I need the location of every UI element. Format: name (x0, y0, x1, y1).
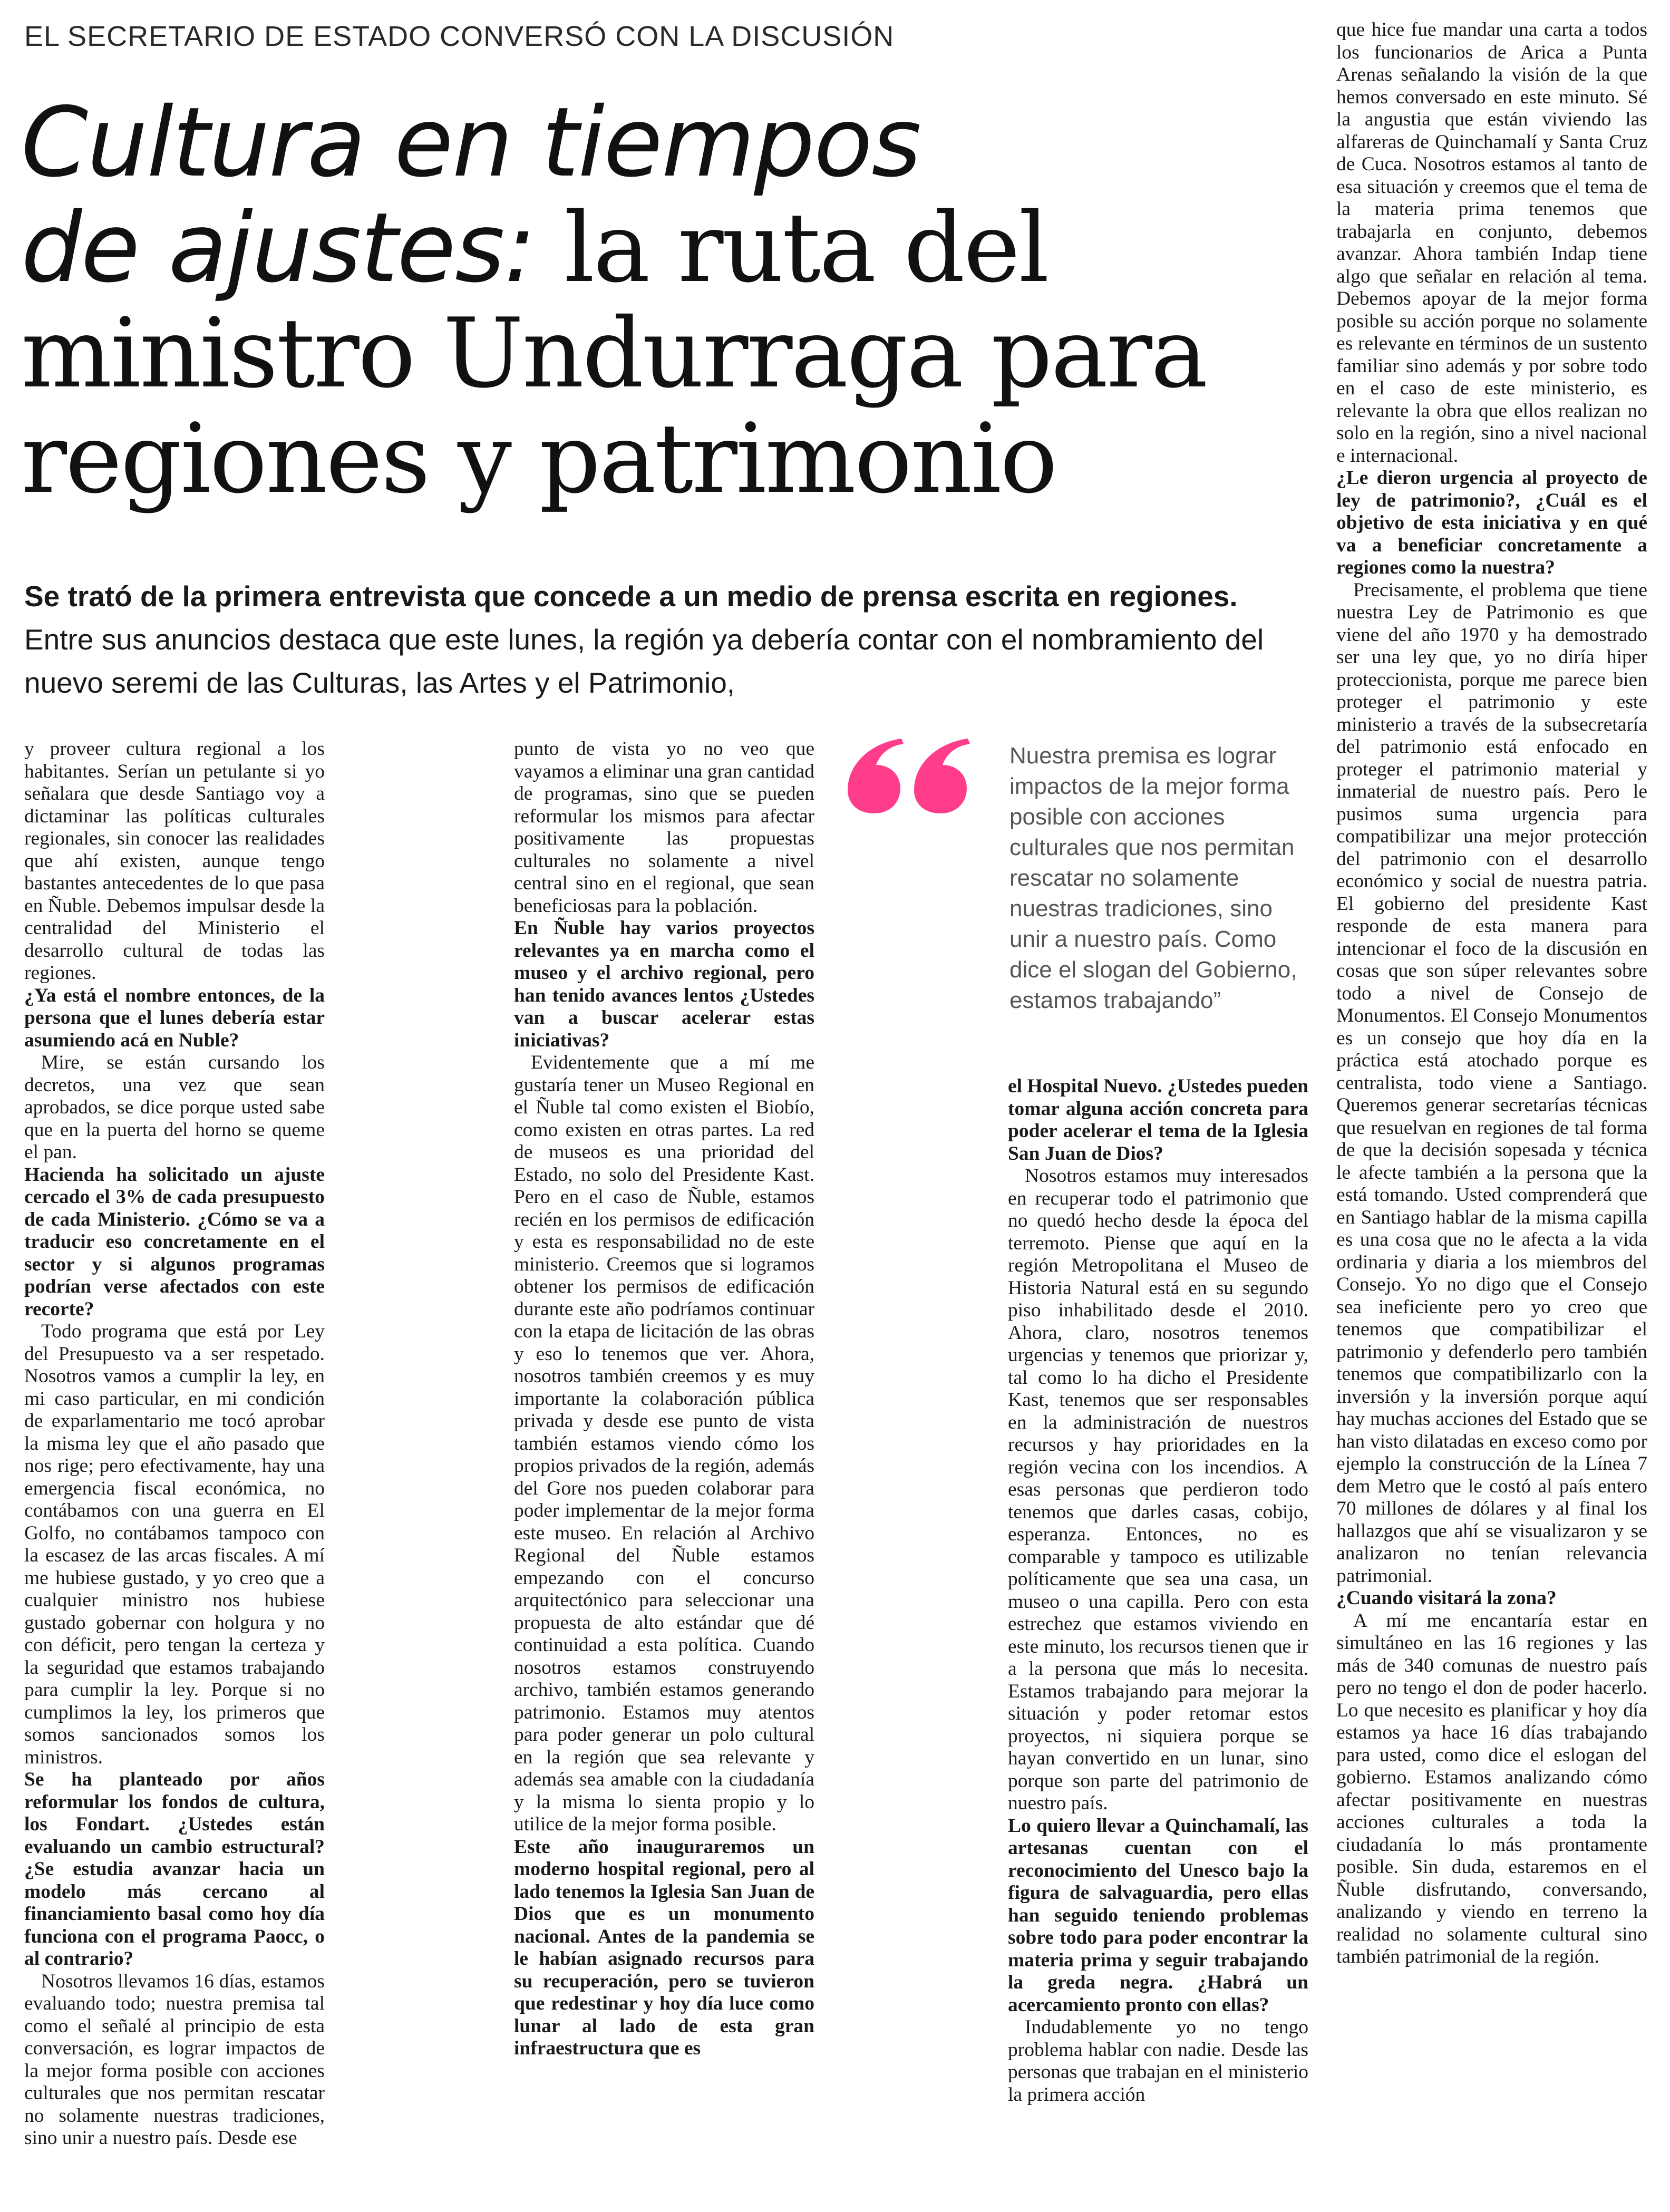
headline-line-2 (21, 192, 1307, 304)
interview-answer: Indudablemente yo no tengo problema hablar con nadie. Desde las personas que trabajan en el ministerio la primera acción (1008, 2016, 1308, 2106)
headline-line-3: ministro Undurraga para (21, 297, 1207, 409)
interview-question: el Hospital Nuevo. ¿Ustedes pueden tomar alguna acción concreta para poder acelerar el tema de la Iglesia San Juan de Dios? (1008, 1075, 1308, 1165)
interview-answer: que hice fue mandar una carta a todos los funcionarios de Arica a Punta Arenas señalando la visión de la que hemos conversado en este minuto. Sé la angustia que están viviendo las alfareras de Quinchamalí y Santa Cruz de Cuca. Nosotros estamos al tanto de esa situación y creemos que el tema de la materia prima tenemos que trabajarla en conjunto, debemos avanzar. Ahora también Indap tiene algo que señalar en relación al tema. Debemos apoyar de la mejor forma posible su acción porque no solamente es relevante en términos de un sustento familiar sino además y por sobre todo en el caso de este ministerio, es relevante la obra que ellos realizan no solo en la región, sino a nivel nacional e internacional. (1336, 19, 1647, 467)
article-column-2 (514, 738, 814, 2182)
quote-mark-icon (843, 735, 975, 814)
interview-question: ¿Ya está el nombre entonces, de la persona que el lunes debería estar asumiendo acá en Nuble? (24, 984, 325, 1051)
article-column-4 (1336, 19, 1647, 2186)
headline-italic-part-1: Cultura en tiempos (21, 86, 920, 198)
interview-question: Se ha planteado por años reformular los fondos de cultura, los Fondart. ¿Ustedes están evaluando un cambio estructural? ¿Se estudia avanzar hacia un modelo más cercano al financiamiento basal como hoy día funciona con el programa Paocc, o al contrario? (24, 1769, 325, 1970)
pull-quote (843, 735, 1307, 1031)
interview-answer: punto de vista yo no veo que vayamos a eliminar una gran cantidad de programas, sino que se pueden reformular los mismos para afectar positivamente las propuestas culturales no solamente a nivel central sino en el regional, que sean beneficiosas para la población. (514, 738, 814, 917)
article-column-1 (24, 738, 325, 2182)
headline-line-2-rest: la ruta del (535, 192, 1048, 304)
interview-question: Este año inauguraremos un moderno hospital regional, pero al lado tenemos la Iglesia San Juan de Dios que es un monumento nacional. Antes de la pandemia se le habían asignado recursos para su recuperación, pero se tuvieron que redestinar y hoy día luce como lunar al lado de esta gran infraestructura que es (514, 1836, 814, 2059)
headline-line-1 (21, 86, 1307, 198)
kicker: EL SECRETARIO DE ESTADO CONVERSÓ CON LA DISCUSIÓN (24, 21, 895, 52)
interview-question: ¿Cuando visitará la zona? (1336, 1587, 1557, 1609)
interview-answer: Mire, se están cursando los decretos, una vez que sean aprobados, se dice porque usted sabe que en la puerta del horno se queme el pan. (24, 1052, 325, 1163)
interview-answer: Todo programa que está por Ley del Presupuesto va a ser respetado. Nosotros vamos a cumplir la ley, en mi caso particular, en mi condición de exparlamentario me tocó aprobar la misma ley que el año pasado que nos rige; pero efectivamente, hay una emergencia fiscal económica, no contábamos con una guerra en El Golfo, no contábamos tampoco con la escasez de las arcas fiscales. A mí me hubiese gustado, y yo creo que a cualquier ministro nos hubiese gustado gobernar con holgura y no con déficit, pero tengan la certeza y la seguridad que estamos trabajando para cumplir la ley. Porque si no cumplimos la ley, los primeros que somos sancionados somos los ministros. (24, 1321, 325, 1768)
interview-question: Hacienda ha solicitado un ajuste cercado el 3% de cada presupuesto de cada Ministerio. ¿Cómo se va a traducir eso concretamente en el sector y si algunos programas podrían verse afectados con este recorte? (24, 1163, 325, 1320)
article-column-3 (1008, 1075, 1308, 2182)
dek-rest: Entre sus anuncios destaca que este lunes, la región ya debería contar con el nombramiento del nuevo seremi de las Culturas, las Artes y el Patrimonio, (24, 623, 1264, 699)
interview-answer: Precisamente, el problema que tiene nuestra Ley de Patrimonio es que viene del año 1970 y ha demostrado ser una ley que, yo no diría hiper proteccionista, porque me parece bien proteger el patrimonio y este ministerio a través de la subsecretaría del patrimonio está enfocado en proteger el patrimonio material y inmaterial de nuestro país. Pero le pusimos suma urgencia para compatibilizar una mejor protección del patrimonio con el desarrollo económico y social de nuestra patria. El gobierno del presidente Kast responde de esta manera para intencionar el foco de la discusión en cosas que son súper relevantes sobre todo a nivel de Consejo de Monumentos. El Consejo Monumentos es un consejo que hoy día en la práctica está atochado porque es centralista, todo viene a Santiago. Queremos generar secretarías técnicas que resuelvan en regiones de tal forma de que la decisión sopesada y técnica le afecte también a la persona que la está tomando. Usted comprenderá que en Santiago hablar de la misma capilla es una cosa que no le afecta a la vida ordinaria y diaria a los miembros del Consejo. Yo no digo que el Consejo sea ineficiente pero yo creo que tenemos que compatibilizar el patrimonio y defenderlo pero también tenemos que compatibilizarlo con la inversión y la inversión porque aquí hay muchas acciones del Estado que se han visto dilatadas en exceso como por ejemplo la construcción de la Línea 7 dem Metro que le costó al país entero 70 millones de dólares y al final los hallazgos que ahí se visualizaron y se analizaron no tenían relevancia patrimonial. (1336, 579, 1647, 1587)
interview-answer: Nosotros llevamos 16 días, estamos evaluando todo; nuestra premisa tal como el señalé al principio de esta conversación, es lograr impactos de la mejor forma posible con acciones culturales que nos permitan rescatar no solamente nuestras tradiciones, sino unir a nuestro país. Desde ese (24, 1970, 325, 2149)
dek-lead: Se trató de la primera entrevista que concede a un medio de prensa escrita en regiones. (24, 580, 1238, 613)
headline (21, 86, 1307, 515)
interview-question: ¿Le dieron urgencia al proyecto de ley de patrimonio?, ¿Cuál es el objetivo de esta iniciativa y en qué va a beneficiar concretamente a regiones como la nuestra? (1336, 467, 1647, 578)
dek (24, 575, 1310, 704)
quote-mark-left (848, 739, 904, 813)
interview-answer: Nosotros estamos muy interesados en recuperar todo el patrimonio que no quedó hecho desde la época del terremoto. Piense que aquí en la región Metropolitana el Museo de Historia Natural está en su segundo piso inhabilitado desde el 2010. Ahora, claro, nosotros tenemos urgencias y tenemos que priorizar y, tal como lo ha dicho el Presidente Kast, tenemos que ser responsables en la administración de nuestros recursos y hay prioridades en la región vecina con los incendios. A esas personas que perdieron todo tenemos que darles casas, cobijo, esperanza. Entonces, no es comparable y tampoco es utilizable políticamente que sea una casa, un museo o una capilla. Pero con esta estrechez que estamos viviendo en este minuto, los recursos tienen que ir a la persona que más lo necesita. Estamos trabajando para mejorar la situación y poder retomar estos proyectos, ni siquiera porque se hayan convertido en un lunar, sino porque son parte del patrimonio de nuestro país. (1008, 1165, 1308, 1814)
interview-answer: A mí me encantaría estar en simultáneo en las 16 regiones y las más de 340 comunas de nuestro país pero no tengo el don de poder hacerlo. Lo que necesito es planificar y hoy día estamos ya hace 16 días trabajando para usted, como dice el eslogan del gobierno. Estamos analizando cómo afectar positivamente en nuestras acciones culturales a toda la ciudadanía lo más prontamente posible. Sin duda, estaremos en el Ñuble disfrutando, conversando, analizando y viendo en terreno la realidad no solamente cultural sino también patrimonial de la región. (1336, 1609, 1647, 1967)
interview-answer: y proveer cultura regional a los habitantes. Serían un petulante si yo señalara que desde Santiago voy a dictaminar las políticas culturales regionales, sin conocer las realidades que ahí existen, aunque tengo bastantes antecedentes de lo que pasa en Ñuble. Debemos impulsar desde la centralidad del Ministerio el desarrollo cultural de todas las regiones. (24, 738, 325, 984)
interview-question: En Ñuble hay varios proyectos relevantes ya en marcha como el museo y el archivo regional, pero han tenido avances lentos ¿Ustedes van a buscar acelerar estas iniciativas? (514, 917, 814, 1051)
headline-line-4: regiones y patrimonio (21, 403, 1056, 515)
interview-question: Lo quiero llevar a Quinchamalí, las artesanas cuentan con el reconocimiento del Unesco bajo la figura de salvaguardia, pero ellas han seguido teniendo problemas sobre todo para poder encontrar la materia prima y seguir trabajando la greda negra. ¿Habrá un acercamiento pronto con ellas? (1008, 1815, 1308, 2016)
pull-quote-text: Nuestra premisa es lograr impactos de la mejor forma posible con acciones culturales que nos permitan rescatar no solamente nuestras tradiciones, sino unir a nuestro país. Como dice el slogan del Gobierno, estamos trabajando” (1009, 743, 1297, 1013)
headline-italic-part-2: de ajustes: (21, 192, 536, 304)
quote-mark-right (914, 739, 970, 813)
interview-answer: Evidentemente que a mí me gustaría tener un Museo Regional en el Ñuble tal como existen el Biobío, como existen en otras partes. La red de museos es una prioridad del Estado, no solo del Presidente Kast. Pero en el caso de Ñuble, estamos recién en los permisos de edificación y esta es responsabilidad no de este ministerio. Creemos que si logramos obtener los permisos de edificación durante este año podríamos continuar con la etapa de licitación de las obras y eso lo tenemos que ver. Ahora, nosotros también creemos y es muy importante la colaboración pública privada y desde ese punto de vista también estamos viendo cómo los propios privados de la región, además del Gore nos pueden colaborar para poder implementar de la mejor forma este museo. En relación al Archivo Regional del Ñuble estamos empezando con el concurso arquitectónico para seleccionar una propuesta de alto estándar que dé continuidad a esta política. Cuando nosotros estamos construyendo archivo, también estamos generando patrimonio. Estamos muy atentos para poder generar un polo cultural en la región que sea relevante y además sea amable con la ciudadanía y la misma lo sienta propio y lo utilice de la mejor forma posible. (514, 1052, 814, 1835)
